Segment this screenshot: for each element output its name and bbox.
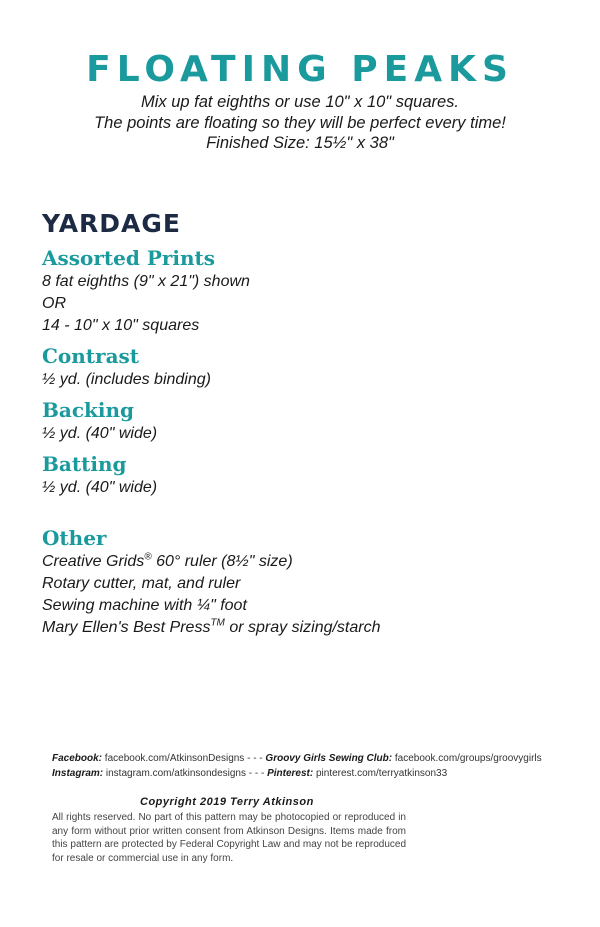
club-label: Groovy Girls Sewing Club: (265, 753, 393, 764)
subtitle-line: The points are floating so they will be perfect every time! (94, 113, 506, 132)
other-line-rotary: Rotary cutter, mat, and ruler (42, 575, 241, 592)
other-line-press (42, 617, 381, 639)
facebook-link[interactable]: facebook.com/AtkinsonDesigns - - - (102, 753, 266, 764)
registered-mark: ® (144, 551, 152, 563)
group-heading: Assorted Prints (42, 246, 216, 270)
instagram-label: Instagram: (52, 768, 104, 779)
text-span: 60° ruler (8½" size) (151, 553, 293, 570)
group-line: OR (42, 295, 66, 312)
text-span: or spray sizing/starch (224, 619, 381, 636)
group-assorted-prints (42, 246, 250, 337)
yardage-heading: YARDAGE (42, 209, 182, 238)
social-line-instagram (52, 766, 542, 781)
group-line: ½ yd. (40" wide) (42, 425, 158, 442)
group-heading: Batting (42, 452, 127, 476)
facebook-label: Facebook: (52, 753, 103, 764)
instagram-link[interactable]: instagram.com/atkinsondesigns - - - (103, 768, 268, 779)
trademark-mark: TM (210, 617, 225, 629)
group-line: 8 fat eighths (9" x 21") shown (42, 273, 250, 290)
group-backing (42, 398, 157, 445)
group-heading: Other (42, 526, 107, 550)
subtitle-finished-size: Finished Size: 15½" x 38" (206, 134, 394, 152)
group-heading: Contrast (42, 344, 140, 368)
group-line: 14 - 10" x 10" squares (42, 317, 200, 334)
group-line: ½ yd. (includes binding) (42, 371, 211, 388)
pinterest-link[interactable]: pinterest.com/terryatkinson33 (313, 768, 448, 779)
copyright-text: All rights reserved. No part of this pattern may be photocopied or reproduced in any form without prior written consent from Atkinson Designs. Items made from this pattern are protected by Federal Copyright Law and may not be reproduced for resale or commercial use in any form. (52, 812, 406, 864)
subtitle-block (0, 92, 600, 154)
other-line-ruler (42, 551, 381, 573)
group-other (42, 526, 381, 639)
copyright-title: Copyright 2019 Terry Atkinson (140, 796, 314, 808)
pinterest-label: Pinterest: (267, 768, 314, 779)
social-line-facebook (52, 751, 542, 766)
social-links (52, 751, 542, 781)
other-line-sewing: Sewing machine with ¼" foot (42, 597, 247, 614)
text-span: Creative Grids (42, 553, 145, 570)
page-title: FLOATING PEAKS (86, 49, 514, 90)
club-link[interactable]: facebook.com/groups/groovygirls (392, 753, 542, 764)
subtitle-line: Mix up fat eighths or use 10" x 10" squares. (140, 93, 460, 111)
group-contrast (42, 344, 211, 391)
text-span: Mary Ellen's Best Press (42, 619, 211, 636)
group-batting (42, 452, 157, 499)
group-heading: Backing (42, 398, 135, 422)
group-line: ½ yd. (40" wide) (42, 479, 158, 496)
